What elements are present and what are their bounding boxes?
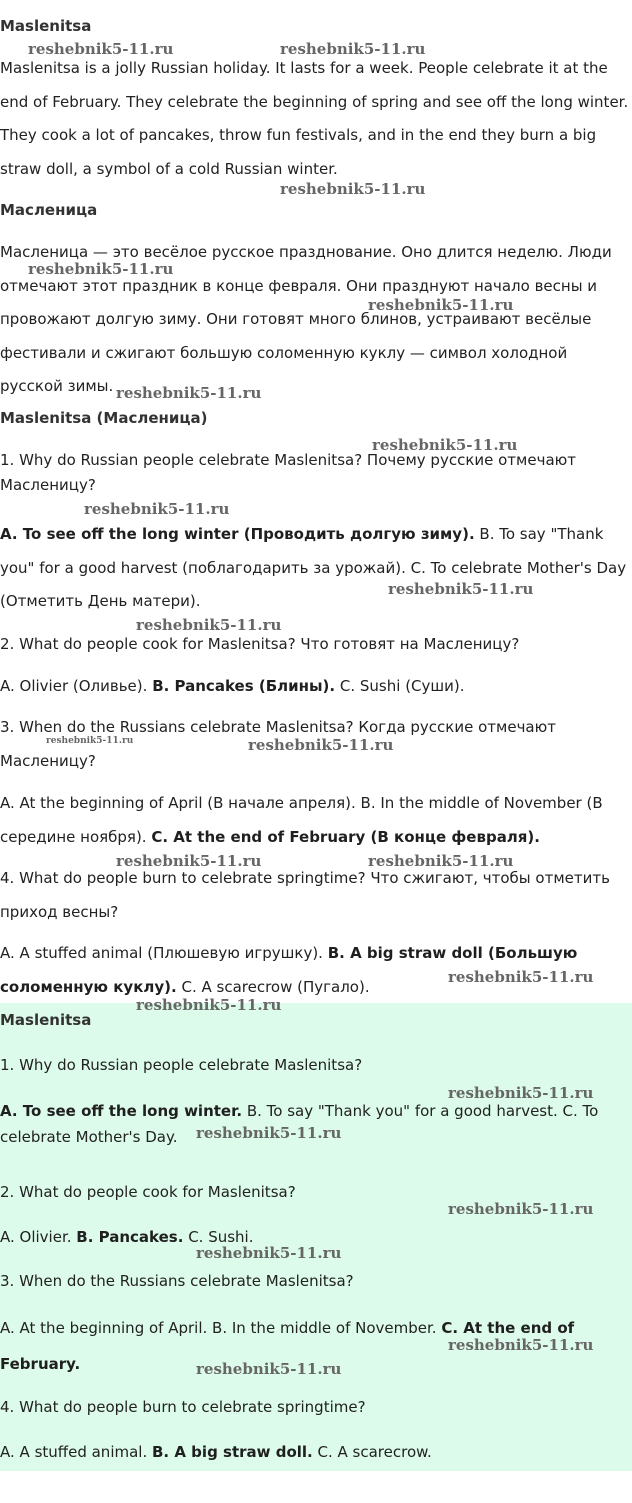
- english-question-2: 2. What do people cook for Maslenitsa?: [0, 1183, 296, 1201]
- other-answers: B. To say "Thank you" for a good harvest (поблагодарить за урожай). C. To celebrate Mother's Day (Отметить День матери).: [0, 525, 627, 610]
- watermark: reshebnik5-11.ru: [448, 968, 594, 986]
- bilingual-question-4: 4. What do people burn to celebrate springtime? Что сжигают, чтобы отметить приход весны?: [0, 869, 610, 921]
- watermark: reshebnik5-11.ru: [388, 580, 534, 598]
- other-answers: A. A stuffed animal (Плюшевую игрушку).: [0, 944, 328, 962]
- english-title: Maslenitsa: [0, 17, 92, 35]
- bilingual-question-2: 2. What do people cook for Maslenitsa? Что готовят на Масленицу?: [0, 635, 520, 653]
- bilingual-answers-2: [0, 674, 632, 699]
- correct-answer: B. Pancakes (Блины).: [152, 677, 336, 695]
- watermark: reshebnik5-11.ru: [28, 40, 174, 58]
- watermark: reshebnik5-11.ru: [280, 40, 426, 58]
- correct-answer: A. To see off the long winter.: [0, 1102, 243, 1120]
- watermark: reshebnik5-11.ru: [196, 1124, 342, 1142]
- english-quiz-title: Maslenitsa: [0, 1011, 92, 1029]
- watermark: reshebnik5-11.ru: [196, 1360, 342, 1378]
- other-answers: A. Olivier (Оливье).: [0, 677, 153, 695]
- correct-answer: C. At the end of February (В конце февраля).: [151, 827, 540, 846]
- bilingual-quiz-title: Maslenitsa (Масленица): [0, 409, 208, 427]
- bilingual-question-1: 1. Why do Russian people celebrate Maslenitsa? Почему русские отмечают Масленицу?: [0, 451, 577, 494]
- english-body: Maslenitsa is a jolly Russian holiday. It lasts for a week. People celebrate it at the end of February. They celebrate the beginning of spring and see off the long winter. They cook a lot of pancakes, throw fun festivals, and in the end they burn a big straw doll, a symbol of a cold Russian winter.: [0, 59, 629, 178]
- english-question-3: 3. When do the Russians celebrate Maslenitsa?: [0, 1272, 354, 1290]
- correct-answer: B. Pancakes.: [76, 1228, 184, 1246]
- other-answers: C. A scarecrow.: [312, 1443, 432, 1461]
- russian-body: Масленица — это весёлое русское празднование. Оно длится неделю. Люди отмечают этот праздник в конце февраля. Они празднуют начало весны и провожают долгую зиму. Они готовят много блинов, устраивают весёлые фестивали и сжигают большую соломенную куклу — символ холодной русской зимы.: [0, 243, 612, 395]
- correct-answer: C. At the end of February.: [0, 1319, 575, 1373]
- other-answers: A. A stuffed animal.: [0, 1443, 152, 1461]
- watermark: reshebnik5-11.ru: [248, 736, 394, 754]
- other-answers: C. Sushi.: [183, 1228, 254, 1246]
- watermark: reshebnik5-11.ru: [46, 736, 134, 746]
- watermark: reshebnik5-11.ru: [372, 436, 518, 454]
- english-answers-4: [0, 1440, 632, 1465]
- watermark: reshebnik5-11.ru: [448, 1084, 594, 1102]
- watermark: reshebnik5-11.ru: [368, 296, 514, 314]
- other-answers: C. Sushi (Суши).: [335, 677, 465, 695]
- other-answers: A. Olivier.: [0, 1228, 77, 1246]
- russian-title: Масленица: [0, 201, 98, 219]
- bilingual-question-3: 3. When do the Russians celebrate Maslenitsa? Когда русские отмечают Масленицу?: [0, 718, 556, 770]
- watermark: reshebnik5-11.ru: [448, 1336, 594, 1354]
- watermark: reshebnik5-11.ru: [84, 500, 230, 518]
- watermark: reshebnik5-11.ru: [136, 996, 282, 1014]
- correct-answer: A. To see off the long winter (Проводить долгую зиму).: [0, 525, 475, 543]
- correct-answer: B. A big straw doll.: [152, 1443, 313, 1461]
- other-answers: C. A scarecrow (Пугало).: [176, 977, 370, 996]
- other-answers: B. To say "Thank you" for a good harvest. C. To celebrate Mother's Day.: [0, 1102, 599, 1146]
- english-question-4: 4. What do people burn to celebrate springtime?: [0, 1398, 366, 1416]
- watermark: reshebnik5-11.ru: [116, 852, 262, 870]
- other-answers: A. At the beginning of April (В начале апреля). B. In the middle of November (В середине ноября).: [0, 794, 603, 846]
- watermark: reshebnik5-11.ru: [136, 616, 282, 634]
- english-question-1: 1. Why do Russian people celebrate Maslenitsa?: [0, 1056, 363, 1074]
- bilingual-answers-1: [0, 518, 632, 619]
- bilingual-answers-3: [0, 787, 632, 854]
- watermark: reshebnik5-11.ru: [280, 180, 426, 198]
- other-answers: A. At the beginning of April. B. In the middle of November.: [0, 1319, 442, 1337]
- watermark: reshebnik5-11.ru: [196, 1244, 342, 1262]
- watermark: reshebnik5-11.ru: [28, 260, 174, 278]
- watermark: reshebnik5-11.ru: [448, 1200, 594, 1218]
- watermark: reshebnik5-11.ru: [368, 852, 514, 870]
- watermark: reshebnik5-11.ru: [116, 384, 262, 402]
- correct-answer: B. A big straw doll (Большую соломенную куклу).: [0, 944, 578, 996]
